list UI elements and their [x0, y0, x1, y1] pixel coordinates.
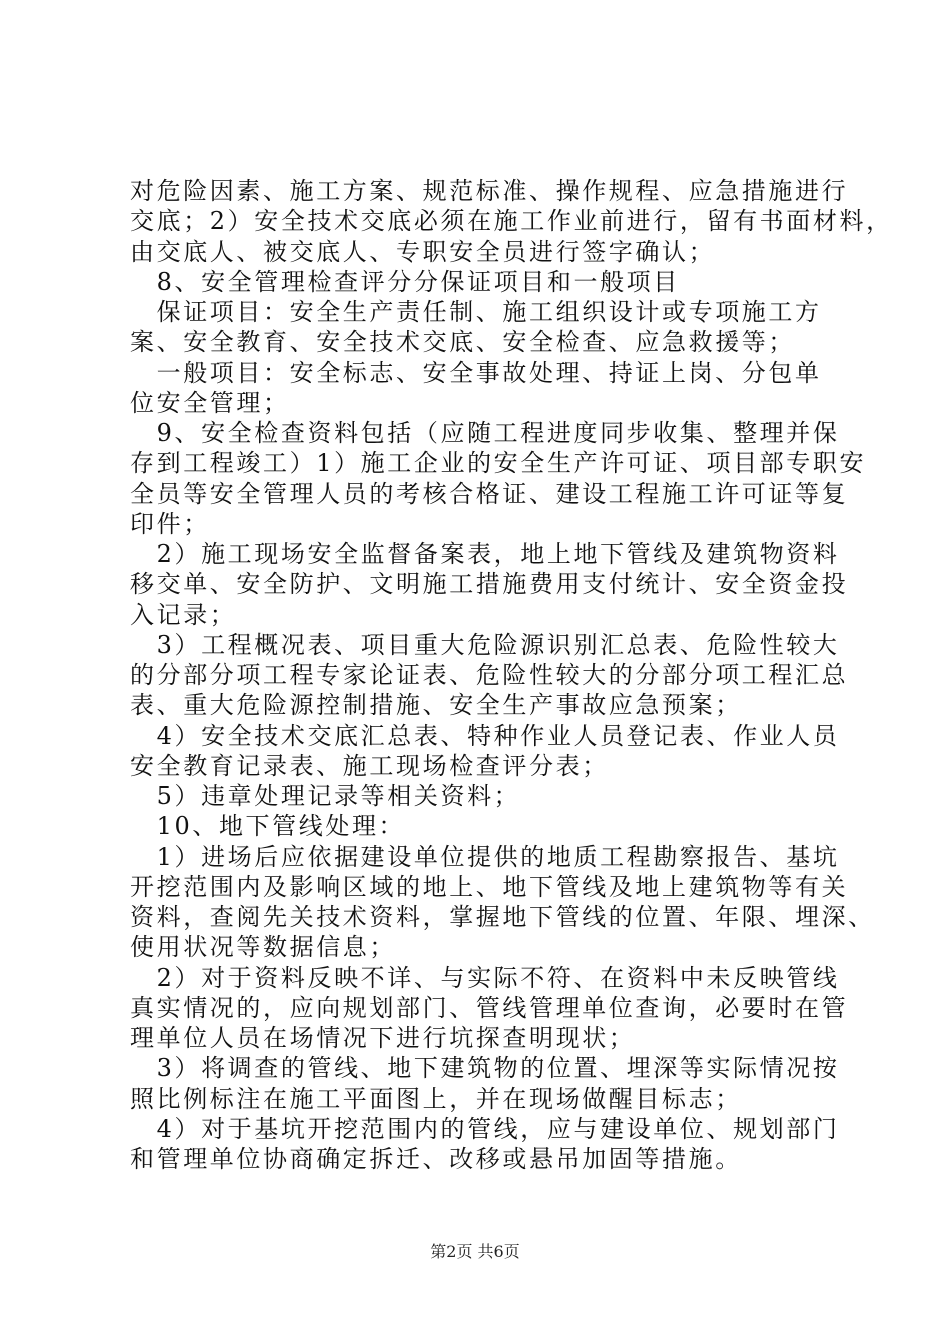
text-line: 存到工程竣工）1）施工企业的安全生产许可证、项目部专职安 — [130, 449, 867, 477]
text-line: 2）对于资料反映不详、与实际不符、在资料中未反映管线 — [130, 964, 840, 992]
text-line: 10、地下管线处理： — [130, 812, 406, 840]
text-line: 3）工程概况表、项目重大危险源识别汇总表、危险性较大 — [130, 631, 840, 659]
text-line: 一般项目：安全标志、安全事故处理、持证上岗、分包单 — [130, 359, 822, 387]
text-line: 1）进场后应依据建设单位提供的地质工程勘察报告、基坑 — [130, 843, 840, 871]
text-line: 案、安全教育、安全技术交底、安全检查、应急救援等； — [130, 328, 795, 356]
text-line: 4）对于基坑开挖范围内的管线，应与建设单位、规划部门 — [130, 1115, 840, 1143]
page-footer: 第2页 共6页 — [430, 1242, 520, 1261]
text-line: 交底；2）安全技术交底必须在施工作业前进行，留有书面材料， — [130, 207, 893, 235]
text-line: 移交单、安全防护、文明施工措施费用支付统计、安全资金投 — [130, 570, 849, 598]
text-line: 印件； — [130, 510, 210, 538]
text-line: 表、重大危险源控制措施、安全生产事故应急预案； — [130, 691, 742, 719]
text-line: 安全教育记录表、施工现场检查评分表； — [130, 752, 609, 780]
text-line: 位安全管理； — [130, 389, 290, 417]
text-line: 对危险因素、施工方案、规范标准、操作规程、应急措施进行 — [130, 177, 849, 205]
text-line: 资料，查阅先关技术资料，掌握地下管线的位置、年限、埋深、 — [130, 903, 875, 931]
text-line: 5）违章处理记录等相关资料； — [130, 782, 521, 810]
text-line: 和管理单位协商确定拆迁、改移或悬吊加固等措施。 — [130, 1145, 742, 1173]
text-line: 全员等安全管理人员的考核合格证、建设工程施工许可证等复 — [130, 480, 849, 508]
text-line: 理单位人员在场情况下进行坑探查明现状； — [130, 1024, 636, 1052]
text-line: 8、安全管理检查评分分保证项目和一般项目 — [130, 268, 680, 296]
text-line: 保证项目：安全生产责任制、施工组织设计或专项施工方 — [130, 298, 822, 326]
text-line: 真实情况的，应向规划部门、管线管理单位查询，必要时在管 — [130, 994, 849, 1022]
text-line: 3）将调查的管线、地下建筑物的位置、埋深等实际情况按 — [130, 1054, 840, 1082]
text-line: 9、安全检查资料包括（应随工程进度同步收集、整理并保 — [130, 419, 840, 447]
text-line: 由交底人、被交底人、专职安全员进行签字确认； — [130, 238, 716, 266]
text-line: 的分部分项工程专家论证表、危险性较大的分部分项工程汇总 — [130, 661, 849, 689]
text-line: 开挖范围内及影响区域的地上、地下管线及地上建筑物等有关 — [130, 873, 849, 901]
text-line: 入记录； — [130, 601, 237, 629]
text-line: 使用状况等数据信息； — [130, 933, 396, 961]
text-line: 4）安全技术交底汇总表、特种作业人员登记表、作业人员 — [130, 722, 840, 750]
text-line: 2）施工现场安全监督备案表，地上地下管线及建筑物资料 — [130, 540, 840, 568]
text-line: 照比例标注在施工平面图上，并在现场做醒目标志； — [130, 1085, 742, 1113]
